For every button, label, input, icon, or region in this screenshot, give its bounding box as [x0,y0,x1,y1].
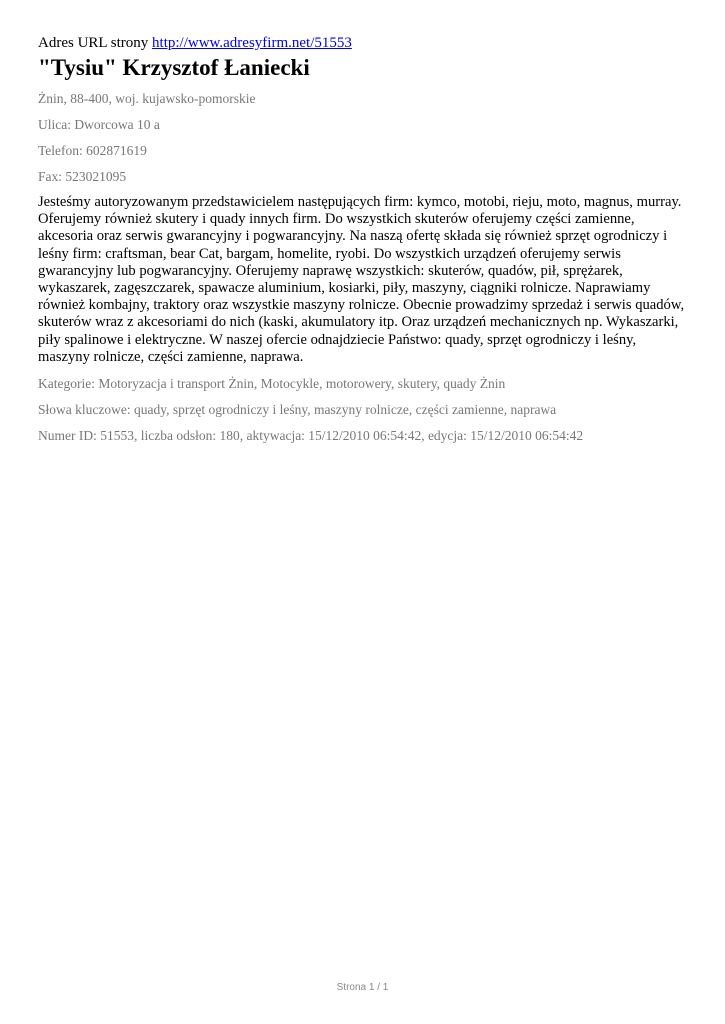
company-phone: Telefon: 602871619 [38,143,147,158]
company-name-title: "Tysiu" Krzysztof Łaniecki [38,55,310,80]
url-prefix-label: Adres URL strony [38,35,149,51]
company-location: Żnin, 88-400, woj. kujawsko-pomorskie [38,91,256,106]
page-number-footer: Strona 1 / 1 [336,982,389,993]
company-categories: Kategorie: Motoryzacja i transport Żnin, Motocykle, motorowery, skutery, quady Żnin [38,376,506,392]
company-description: Jesteśmy autoryzowanym przedstawicielem następujących firm: kymco, motobi, rieju, moto, magnus, murray. Oferujemy również skutery i quady innych firm. Do wszystkich skuterów oferujemy części zamienne, akcesoria oraz serwis gwarancyjny i pogwarancyjny. Na naszą ofertę składa się również sprzęt ogrodniczy i leśny firm: craftsman, bear Cat, bargam, homelite, ryobi. Do wszystkich urządzeń oferujemy serwis gwarancyjny lub pogwarancyjny. Oferujemy naprawę wszystkich: skuterów, quadów, pił, sprężarek, wykaszarek, zagęszczarek, spawacze aluminium, kosiarki, piły, maszyny, ciągniki rolnicze. Naprawiamy również kombajny, traktory oraz wszystkie maszyny rolnicze. Obecnie prowadzimy sprzedaż i serwis quadów, skuterów wraz z akcesoriami do nich (kaski, akumulatory itp. Oraz urządzeń mechanicznych np. Wykaszarki, piły spalinowe i elektryczne. W naszej ofercie odnajdziecie Państwo: quady, sprzęt ogrodniczy i leśny, maszyny rolnicze, części zamienne, naprawa. [38,194,685,365]
company-fax: Fax: 523021095 [38,169,127,184]
company-street: Ulica: Dworcowa 10 a [38,117,160,132]
company-url-link[interactable]: http://www.adresyfirm.net/51553 [152,35,352,51]
document-page [38,34,688,453]
company-keywords: Słowa kluczowe: quady, sprzęt ogrodniczy i leśny, maszyny rolnicze, części zamienne, naprawa [38,402,557,418]
url-line [38,34,688,52]
record-info: Numer ID: 51553, liczba odsłon: 180, aktywacja: 15/12/2010 06:54:42, edycja: 15/12/2010 06:54:42 [38,428,584,444]
